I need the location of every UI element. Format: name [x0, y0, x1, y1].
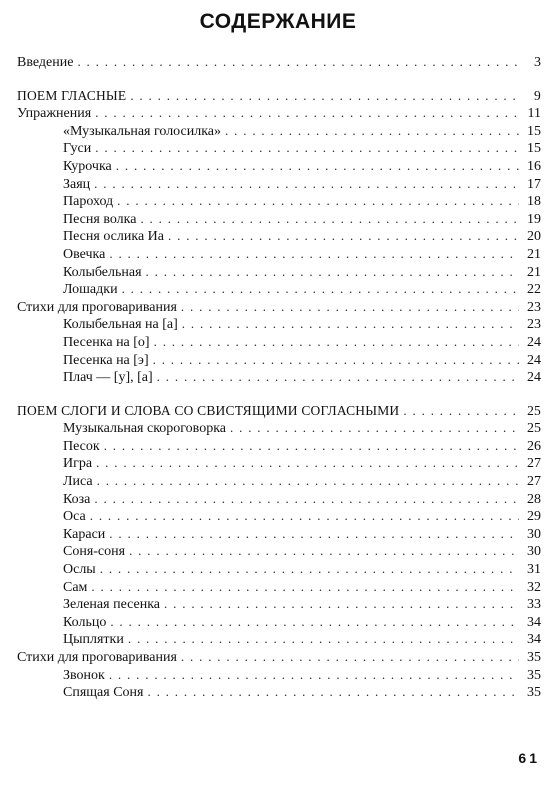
dot-leader — [96, 454, 519, 472]
dot-leader — [110, 613, 519, 631]
toc-entry-label: Песня ослика Иа — [63, 229, 164, 245]
toc-page-number: 30 — [527, 526, 541, 542]
toc-page-number: 3 — [534, 55, 541, 70]
page-number: 61 — [518, 750, 540, 766]
toc-entry-label: Упражнения — [17, 106, 92, 122]
toc-page-number: 30 — [527, 544, 541, 560]
toc-subentry — [17, 560, 541, 578]
toc-page-number: 24 — [527, 352, 541, 368]
toc-entry-label: Цыплятки — [63, 632, 124, 648]
toc-page-number: 17 — [527, 176, 541, 192]
toc-entry-poems — [17, 648, 541, 666]
toc-subentry — [17, 227, 541, 245]
dot-leader — [154, 333, 519, 351]
toc-entry-label: ПОЕМ ГЛАСНЫЕ — [17, 87, 127, 103]
dot-leader — [94, 175, 519, 193]
toc-page-number: 29 — [527, 509, 541, 525]
toc-section-heading — [17, 402, 541, 420]
toc-subentry — [17, 351, 541, 369]
dot-leader — [122, 280, 519, 298]
toc-page-number: 16 — [527, 158, 541, 174]
toc-page-number: 28 — [527, 491, 541, 507]
dot-leader — [97, 472, 519, 490]
section-gap — [17, 71, 541, 87]
toc-subentry — [17, 507, 541, 525]
dot-leader — [230, 419, 519, 437]
toc-page-number: 32 — [527, 579, 541, 595]
toc-page-number: 33 — [527, 597, 541, 613]
toc-page-number: 27 — [527, 456, 541, 472]
toc-entry-label: Сам — [63, 579, 88, 595]
toc-subentry — [17, 122, 541, 140]
toc-subentry — [17, 472, 541, 490]
toc-subentry — [17, 139, 541, 157]
dot-leader — [168, 227, 519, 245]
dot-leader — [91, 578, 519, 596]
toc-subentry — [17, 437, 541, 455]
dot-leader — [100, 560, 519, 578]
toc-entry-label: Пароход — [63, 194, 114, 210]
toc-subentry — [17, 683, 541, 701]
dot-leader — [225, 122, 519, 140]
toc-subentry — [17, 542, 541, 560]
dot-leader — [153, 351, 519, 369]
dot-leader — [77, 53, 519, 71]
toc-page-number: 34 — [527, 614, 541, 630]
toc-entry-label: Лошадки — [63, 282, 118, 298]
dot-leader — [109, 525, 519, 543]
toc-entry-label: Колыбельная — [63, 264, 142, 280]
toc-subentry — [17, 333, 541, 351]
toc-subentry — [17, 245, 541, 263]
toc-page-number: 21 — [527, 246, 541, 262]
toc-entry-label: Гуси — [63, 141, 92, 157]
toc-subentry — [17, 192, 541, 210]
toc-entry-label: Соня-соня — [63, 544, 126, 560]
toc-page-number: 34 — [527, 632, 541, 648]
toc-page-number: 21 — [527, 264, 541, 280]
toc-entry-label: Песенка на [о] — [63, 334, 150, 350]
table-of-contents — [17, 53, 541, 701]
toc-page-number: 25 — [527, 402, 541, 418]
toc-entry-poems — [17, 298, 541, 316]
toc-subentry — [17, 454, 541, 472]
dot-leader — [140, 210, 519, 228]
dot-leader — [146, 263, 519, 281]
toc-page-number: 23 — [527, 317, 541, 333]
dot-leader — [129, 542, 519, 560]
toc-entry-label: Курочка — [63, 158, 112, 174]
toc-entry-label: Кольцо — [63, 614, 107, 630]
toc-entry-label: Колыбельная на [а] — [63, 317, 178, 333]
toc-section-heading — [17, 87, 541, 105]
toc-entry-label: Зеленая песенка — [63, 597, 161, 613]
toc-page-number: 35 — [527, 650, 541, 665]
toc-page-number: 24 — [527, 370, 541, 386]
dot-leader — [157, 368, 519, 386]
toc-entry-label: Звонок — [63, 667, 105, 683]
toc-subentry — [17, 280, 541, 298]
toc-page-number: 11 — [527, 106, 541, 122]
dot-leader — [182, 315, 519, 333]
toc-entry-label: Игра — [63, 456, 93, 472]
toc-subentry — [17, 157, 541, 175]
toc-entry-label: Лиса — [63, 474, 93, 490]
toc-entry-intro — [17, 53, 541, 71]
toc-entry-label: Стихи для проговаривания — [17, 650, 177, 665]
toc-subentry — [17, 210, 541, 228]
dot-leader — [128, 630, 519, 648]
toc-subentry — [17, 175, 541, 193]
toc-page-number: 22 — [527, 282, 541, 298]
page-title: СОДЕРЖАНИЕ — [199, 10, 357, 33]
toc-page-number: 35 — [527, 667, 541, 683]
dot-leader — [403, 402, 519, 420]
dot-leader — [130, 87, 519, 105]
toc-page-number: 23 — [527, 299, 541, 315]
toc-entry-label: Спящая Соня — [63, 685, 144, 701]
dot-leader — [94, 490, 519, 508]
dot-leader — [95, 139, 519, 157]
toc-page-number: 18 — [527, 194, 541, 210]
dot-leader — [90, 507, 519, 525]
dot-leader — [181, 648, 519, 666]
toc-page-number: 24 — [527, 334, 541, 350]
dot-leader — [181, 298, 519, 316]
toc-page-number: 15 — [527, 123, 541, 139]
dot-leader — [109, 666, 519, 684]
toc-subentry — [17, 263, 541, 281]
toc-entry-label: Введение — [17, 55, 74, 70]
toc-page-number: 19 — [527, 211, 541, 227]
toc-subentry — [17, 578, 541, 596]
toc-entry-label: Ослы — [63, 562, 96, 578]
toc-entry-label: Оса — [63, 509, 86, 525]
dot-leader — [117, 192, 519, 210]
toc-entry-label: Овечка — [63, 246, 106, 262]
toc-subentry — [17, 595, 541, 613]
toc-subentry — [17, 315, 541, 333]
toc-subentry — [17, 525, 541, 543]
toc-subentry — [17, 613, 541, 631]
toc-page-number: 26 — [527, 438, 541, 454]
dot-leader — [147, 683, 519, 701]
toc-entry-label: ПОЕМ СЛОГИ И СЛОВА СО СВИСТЯЩИМИ СОГЛАСНЫМИ — [17, 402, 400, 418]
toc-entry-label: «Музыкальная голосилка» — [63, 123, 222, 139]
toc-entry-label: Плач — [у], [а] — [63, 370, 153, 386]
toc-entry-label: Стихи для проговаривания — [17, 299, 177, 315]
toc-page-number: 31 — [527, 562, 541, 578]
toc-page-number: 27 — [527, 474, 541, 490]
toc-entry-label: Караси — [63, 526, 106, 542]
toc-subentry — [17, 666, 541, 684]
dot-leader — [116, 157, 519, 175]
toc-entry-label: Песня волка — [63, 211, 137, 227]
toc-entry-label: Музыкальная скороговорка — [63, 421, 226, 437]
toc-subentry — [17, 490, 541, 508]
toc-page-number: 15 — [527, 141, 541, 157]
toc-entry-label: Песенка на [э] — [63, 352, 149, 368]
toc-subentry — [17, 419, 541, 437]
toc-page-number: 9 — [534, 87, 541, 103]
toc-subentry — [17, 630, 541, 648]
section-gap — [17, 386, 541, 402]
toc-subentry — [17, 368, 541, 386]
dot-leader — [109, 245, 519, 263]
dot-leader — [95, 104, 519, 122]
toc-page-number: 35 — [527, 685, 541, 701]
dot-leader — [104, 437, 519, 455]
toc-entry-label: Песок — [63, 438, 100, 454]
toc-entry-label: Заяц — [63, 176, 91, 192]
toc-entry-label: Коза — [63, 491, 91, 507]
toc-page-number: 25 — [527, 421, 541, 437]
dot-leader — [164, 595, 519, 613]
toc-page-number: 20 — [527, 229, 541, 245]
toc-entry-exercises — [17, 104, 541, 122]
